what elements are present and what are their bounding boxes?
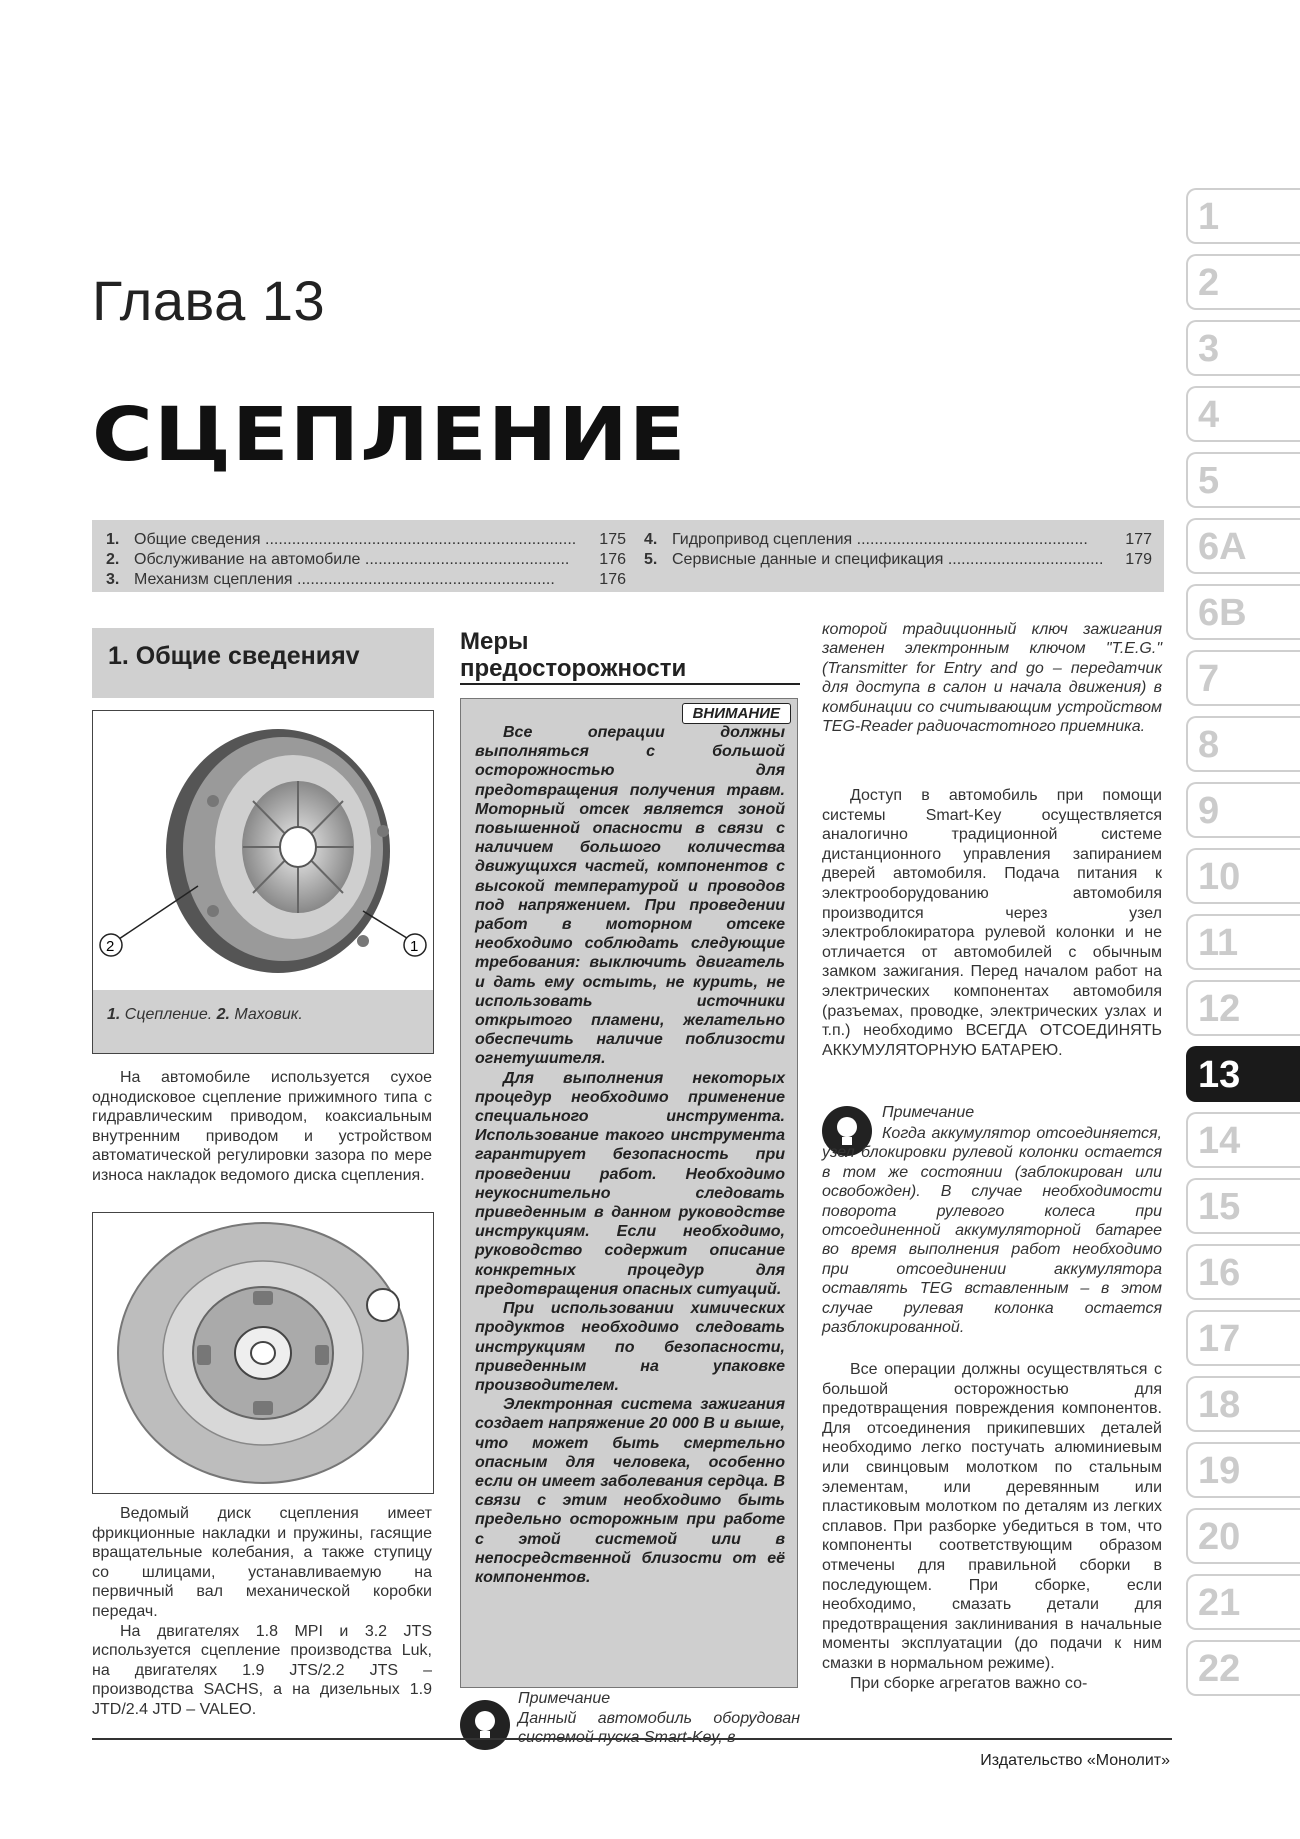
chapter-label: Глава 13 — [92, 269, 326, 332]
toc-text: Механизм сцепления .......................................................... — [134, 571, 555, 588]
warning-box — [460, 698, 798, 1688]
section-heading — [92, 628, 434, 698]
tab-22[interactable]: 22 — [1186, 1640, 1300, 1696]
toc-num: 5. — [644, 551, 658, 568]
tab-6a[interactable]: 6A — [1186, 518, 1300, 574]
toc-item[interactable] — [644, 550, 1152, 570]
warning-label: ВНИМАНИЕ — [682, 703, 791, 724]
footer-rule — [92, 1738, 1172, 1740]
note-text: Данный автомобиль оборудован системой пуска Smart-Key, в — [518, 1710, 800, 1747]
toc-num: 2. — [106, 551, 120, 568]
tab-6b[interactable]: 6B — [1186, 584, 1300, 640]
tab-13[interactable]: 13 — [1186, 1046, 1300, 1102]
warning-text: Все операции должны выполняться с большой осторожностью для предотвращения получения травм. Моторный отсек является зоной повышенной опасности в связи с наличием большого количества движущихся частей, компонентов с высокой температурой и проводов под напряжением. При проведении работ в моторном отсеке необходимо соблюдать следующие требования: выключить двигатель и дать ему остыть, не курить, не использовать источники открытого пламени, желательно обеспечить наличие поблизости огнетушителя. Для выполнения некоторых процедур необходимо применение специального инструмента. Использование такого инструмента гарантирует безопасность при проведении работ. Необходимо неукоснительно следовать приведенным в данном руководстве инструкциям. Если необходимо, руководство содержит описание конкретных процедур для предотвращения опасных ситуаций. При использовании химических продуктов необходимо следовать инструкциям по безопасности, приведенным на упаковке производителем. Электронная система зажигания создает напряжение 20 000 В и выше, что может быть смертельно опасным для человека, особенно если он имеет заболевания сердца. В связи с этим необходимо быть предельно осторожным при работе с этой системой или в непосредственной близости от её компонентов. — [475, 724, 785, 1586]
section-heading-text: 1. Общие сведенияv — [108, 642, 360, 670]
section1-paragraph-2: Ведомый диск сцепления имеет фрикционные накладки и пружины, гасящие вращательные колебания, а также ступицу со шлицами, устанавливаемую на первичный вал механической коробки передач. На двигателях 1.8 MPI и 3.2 JTS используется сцепление производства Luk, на двигателях 1.9 JTS/2.2 JTS – производства SACHS, а на дизельных 1.9 JTD/2.4 JTD – VALEO. — [92, 1505, 432, 1718]
toc-text: Обслуживание на автомобиле .............................................. — [134, 551, 570, 568]
toc-page: 176 — [599, 551, 626, 568]
tab-3[interactable]: 3 — [1186, 320, 1300, 376]
tab-12[interactable]: 12 — [1186, 980, 1300, 1036]
tab-21[interactable]: 21 — [1186, 1574, 1300, 1630]
tab-17[interactable]: 17 — [1186, 1310, 1300, 1366]
section1-paragraph-1: На автомобиле используется сухое однодисковое сцепление прижимного типа с гидравлическим приводом, коаксиальным внутренним приводом и устройством автоматической регулировки зазора по мере износа накладок ведомого диска сцепления. — [92, 1069, 432, 1184]
note-text: Когда аккумулятор отсоединяется, узел блокировки рулевой колонки остается в том же состоянии (заблокирован или освобожден). В случае необходимости поворота рулевого колеса при отсоединенной аккумуляторной батарее во время выполнения работ необходимо при отсоединении аккумулятора оставлять TEG вставленным – в этом случае рулевая колонка остается разблокированной. — [822, 1125, 1162, 1337]
right-paragraph-1: Доступ в автомобиль при помощи системы Smart-Key осуществляется аналогично традиционной системе дистанционного управления запиранием дверей автомобиля. Подача питания к электрооборудованию автомобиля производится через узел электроблокиратора рулевой колонки и не отличается от автомобилей с обычным замком зажигания. Перед началом работ на электрических компонентах автомобиля (разъемах, проводке, электрических узлах и т.п.) необходимо ВСЕГДА ОТСОЕДИНЯТЬ АККУМУЛЯТОРНУЮ БАТАРЕЮ. — [822, 787, 1162, 1059]
table-of-contents — [92, 520, 1164, 592]
figure-caption: 1. Сцепление. 2. Маховик. — [107, 1006, 303, 1023]
toc-page: 177 — [1125, 531, 1152, 548]
tab-8[interactable]: 8 — [1186, 716, 1300, 772]
lightbulb-icon — [460, 1700, 510, 1750]
page-title: СЦЕПЛЕНИЕ — [92, 392, 687, 478]
tab-19[interactable]: 19 — [1186, 1442, 1300, 1498]
smartkey-continuation: которой традиционный ключ зажигания заменен электронным ключом "T.E.G." (Transmitter for Entry and go – передатчик для доступа в салон и начала движения) в комбинации со считывающим устройством TEG-Reader радиочастотного приемника. — [822, 621, 1162, 736]
tab-1[interactable]: 1 — [1186, 188, 1300, 244]
tab-7[interactable]: 7 — [1186, 650, 1300, 706]
publisher: Издательство «Монолит» — [980, 1752, 1170, 1769]
figure-caption-box — [92, 990, 434, 1054]
tab-2[interactable]: 2 — [1186, 254, 1300, 310]
toc-page: 175 — [599, 531, 626, 548]
toc-right-column — [644, 530, 1152, 570]
tab-10[interactable]: 10 — [1186, 848, 1300, 904]
toc-item[interactable] — [644, 530, 1152, 550]
tab-14[interactable]: 14 — [1186, 1112, 1300, 1168]
measures-heading: Меры предосторожности — [460, 628, 687, 682]
tab-4[interactable]: 4 — [1186, 386, 1300, 442]
note-title: Примечание — [882, 1104, 975, 1121]
callout-1: 1 — [410, 938, 419, 955]
toc-page: 179 — [1125, 551, 1152, 568]
figure-clutch — [92, 710, 434, 992]
toc-page: 176 — [599, 571, 626, 588]
tab-15[interactable]: 15 — [1186, 1178, 1300, 1234]
right-paragraph-2: Все операции должны осуществляться с большой осторожностью для предотвращения повреждения компонентов. Для отсоединения прикипевших деталей необходимо легко постучать алюминиевым или свинцовым молотком по стальным элементам, или деревянным или пластиковым молотком по деталям из легких сплавов. При разборке убедиться в том, что компоненты соответствующим образом отмечены для правильной сборки в последующем. При сборке, если необходимо, смазать детали для предотвращения заклинивания в начальные моменты эксплуатации (до подачи к ним смазки в нормальном режиме). При сборке агрегатов важно со- — [822, 1361, 1162, 1692]
figure-clutch-disc — [92, 1212, 434, 1494]
tab-11[interactable]: 11 — [1186, 914, 1300, 970]
clutch-disc-illustration — [93, 1213, 433, 1493]
toc-num: 1. — [106, 531, 120, 548]
tab-20[interactable]: 20 — [1186, 1508, 1300, 1564]
toc-item[interactable] — [106, 550, 626, 570]
toc-text: Сервисные данные и спецификация ................................... — [672, 551, 1104, 568]
tab-5[interactable]: 5 — [1186, 452, 1300, 508]
tab-9[interactable]: 9 — [1186, 782, 1300, 838]
toc-text: Общие сведения ...................................................................... — [134, 531, 577, 548]
toc-left-column — [106, 530, 626, 590]
toc-item[interactable] — [106, 570, 626, 590]
toc-text: Гидропривод сцепления .................................................... — [672, 531, 1088, 548]
clutch-illustration — [93, 711, 433, 991]
toc-num: 3. — [106, 571, 120, 588]
note-title: Примечание — [518, 1690, 611, 1707]
toc-item[interactable] — [106, 530, 626, 550]
tab-18[interactable]: 18 — [1186, 1376, 1300, 1432]
tab-16[interactable]: 16 — [1186, 1244, 1300, 1300]
callout-2: 2 — [106, 938, 115, 955]
heading-rule — [460, 683, 800, 685]
toc-num: 4. — [644, 531, 658, 548]
